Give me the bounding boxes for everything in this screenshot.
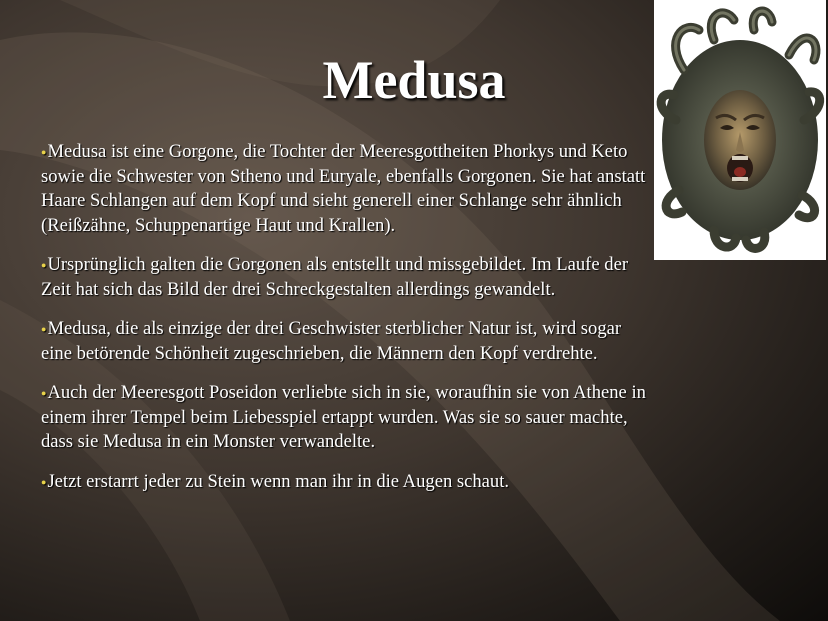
- bullet-icon: ●: [41, 388, 47, 398]
- paragraph-5: [41, 470, 646, 495]
- bullet-icon: ●: [41, 324, 47, 334]
- bullet-icon: ●: [41, 476, 47, 487]
- bullet-icon: ●: [41, 147, 47, 157]
- paragraph-3: [41, 317, 646, 366]
- paragraph-2: [41, 253, 646, 302]
- paragraph-1: [41, 140, 646, 238]
- paragraph-text: Medusa ist eine Gorgone, die Tochter der Meeresgottheiten Phorkys und Keto sowie die Schwester von Stheno und Euryale, ebenfalls Gorgonen. Sie hat anstatt Haare Schlangen auf dem Kopf und sieht generell einer Schlange sehr ähnlich (Reißzähne, Schuppenartige Haut und Krallen).: [41, 141, 646, 236]
- paragraph-text: Medusa, die als einzige der drei Geschwister sterblicher Natur ist, wird sogar eine betörende Schönheit zugeschrieben, die Männern den Kopf verdrehte.: [41, 318, 622, 364]
- medusa-image: [654, 0, 826, 260]
- paragraph-text: Auch der Meeresgott Poseidon verliebte sich in sie, woraufhin sie von Athene in einem ihrer Tempel beim Liebesspiel ertappt wurden. Was sie so sauer machte, dass sie Medusa in ein Monster verwandelte.: [41, 382, 646, 452]
- slide-title: Medusa: [322, 50, 506, 110]
- paragraph-4: [41, 381, 646, 455]
- paragraph-text: Ursprünglich galten die Gorgonen als entstellt und missgebildet. Im Laufe der Zeit hat sich das Bild der drei Schreckgestalten allerdings gewandelt.: [41, 254, 629, 300]
- paragraph-text: Jetzt erstarrt jeder zu Stein wenn man ihr in die Augen schaut.: [47, 470, 510, 492]
- bullet-icon: ●: [41, 260, 47, 270]
- slide-body: [41, 140, 646, 509]
- medusa-bronze-head-icon: [654, 0, 826, 260]
